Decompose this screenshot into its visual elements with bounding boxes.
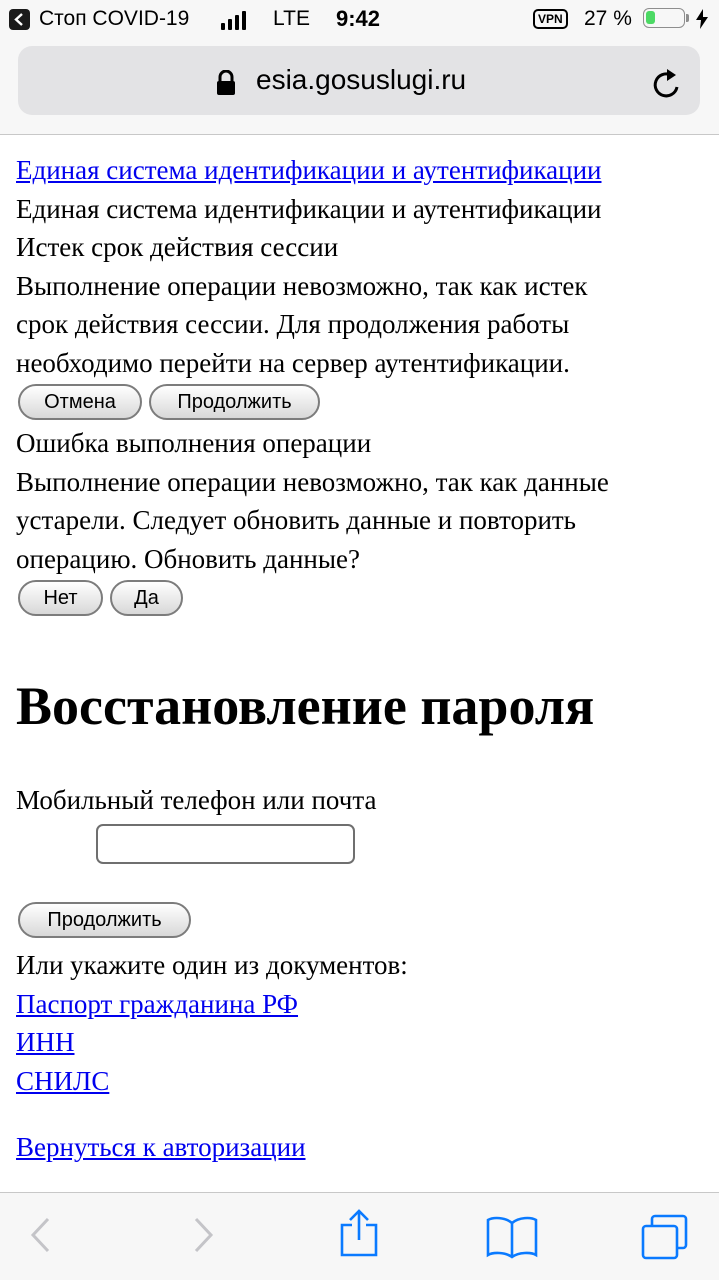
back-to-app-label[interactable]: Стоп COVID-19	[39, 7, 190, 30]
yes-button[interactable]: Да	[110, 580, 183, 616]
share-icon[interactable]	[338, 1209, 380, 1257]
documents-block	[16, 946, 408, 1100]
url-text[interactable]: esia.gosuslugi.ru	[256, 64, 467, 95]
status-bar	[0, 0, 719, 40]
vpn-badge: VPN	[533, 9, 568, 29]
browser-address-area	[0, 40, 719, 135]
battery-icon	[643, 8, 685, 28]
battery-percent: 27 %	[584, 7, 632, 30]
documents-label: Или укажите один из документов:	[16, 950, 408, 980]
charging-bolt-icon	[696, 9, 708, 29]
clock: 9:42	[336, 6, 381, 31]
no-button[interactable]: Нет	[18, 580, 103, 616]
inn-link[interactable]: ИНН	[16, 1027, 75, 1057]
error-title: Ошибка выполнения операции	[16, 428, 372, 458]
header-link[interactable]: Единая система идентификации и аутентификации	[16, 155, 602, 185]
error-buttons	[16, 578, 706, 620]
session-expired-line: срок действия сессии. Для продолжения работы	[16, 309, 570, 339]
bookmarks-icon[interactable]	[485, 1215, 539, 1259]
session-expired-line: необходимо перейти на сервер аутентификации.	[16, 347, 570, 378]
network-type: LTE	[273, 7, 310, 30]
forward-icon[interactable]	[190, 1215, 216, 1255]
passport-link[interactable]: Паспорт гражданина РФ	[16, 988, 299, 1019]
reload-icon[interactable]	[652, 68, 682, 100]
back-icon[interactable]	[28, 1215, 54, 1255]
lock-icon	[216, 70, 236, 96]
error-line: операцию. Обновить данные?	[16, 543, 360, 574]
tabs-icon[interactable]	[640, 1213, 690, 1261]
page-title: Восстановление пароля	[16, 676, 595, 736]
session-expired-line: Выполнение операции невозможно, так как истек	[16, 270, 588, 301]
cancel-button[interactable]: Отмена	[18, 384, 142, 420]
phone-label: Мобильный телефон или почта	[16, 785, 377, 815]
session-expired-title: Истек срок действия сессии	[16, 232, 339, 262]
browser-toolbar	[0, 1192, 719, 1280]
header-text: Единая система идентификации и аутентификации	[16, 193, 602, 224]
error-line: устарели. Следует обновить данные и повторить	[16, 505, 576, 535]
session-buttons	[16, 382, 706, 424]
continue-button[interactable]: Продолжить	[149, 384, 320, 420]
snils-link[interactable]: СНИЛС	[16, 1065, 110, 1096]
address-bar[interactable]	[18, 46, 700, 115]
error-line: Выполнение операции невозможно, так как данные	[16, 466, 609, 497]
page-content	[16, 151, 706, 620]
back-to-app-icon[interactable]	[9, 9, 30, 30]
submit-button[interactable]: Продолжить	[18, 902, 191, 938]
back-to-login-link[interactable]: Вернуться к авторизации	[16, 1132, 306, 1162]
phone-or-email-input[interactable]	[96, 824, 355, 864]
battery-nub	[686, 14, 689, 22]
